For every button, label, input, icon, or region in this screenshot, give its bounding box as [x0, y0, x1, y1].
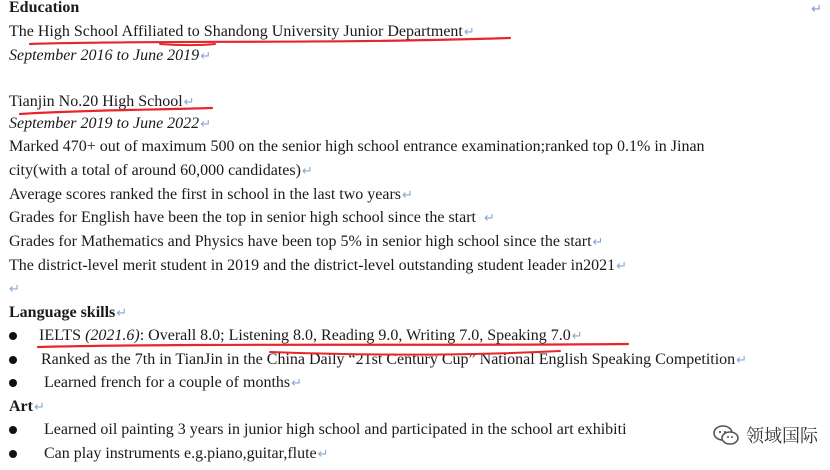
paragraph-mark-icon: ↵ [571, 329, 583, 344]
detail-line: Grades for Mathematics and Physics have been top 5% in senior high school since the start↵ [9, 233, 604, 250]
paragraph-mark-icon: ↵ [616, 259, 627, 274]
education-heading: Education [9, 0, 80, 16]
detail-line: Marked 470+ out of maximum 500 on the senior high school entrance examination;ranked top 0.1% in Jinan [9, 138, 705, 155]
language-heading: Language skills↵ [9, 304, 128, 321]
detail-line: Grades for English have been the top in senior high school since the start ↵ [9, 209, 495, 226]
date-1: September 2016 to June 2019↵ [9, 47, 212, 64]
paragraph-mark-icon: ↵ [484, 211, 495, 226]
paragraph-mark-icon: ↵ [301, 164, 313, 179]
detail-line: The district-level merit student in 2019 and the district-level outstanding student leader in2021↵ [9, 257, 627, 274]
wechat-icon [712, 424, 740, 446]
paragraph-mark-icon: ↵ [736, 353, 748, 368]
watermark-text: 领域国际 [746, 426, 818, 447]
paragraph-mark-icon: ↵ [183, 95, 195, 110]
paragraph-mark-icon: ↵ [291, 376, 303, 391]
underline-annotation [160, 44, 215, 45]
date-2: September 2019 to June 2022↵ [9, 115, 212, 132]
paragraph-mark-icon: ↵ [317, 447, 329, 462]
bullet-icon [9, 356, 17, 364]
detail-line: city(with a total of around 60,000 candidates)↵ [9, 162, 313, 179]
bullet-icon [9, 332, 17, 340]
paragraph-mark-icon: ↵ [592, 235, 604, 250]
return-arrow-icon: ↵ [811, 2, 822, 17]
bullet-icon [9, 450, 17, 458]
art-heading: Art↵ [9, 398, 45, 415]
paragraph-mark-icon: ↵ [9, 282, 20, 297]
bullet-icon [9, 426, 17, 434]
paragraph-mark-icon: ↵ [200, 49, 212, 64]
school-2: Tianjin No.20 High School↵ [9, 93, 195, 110]
paragraph-mark-icon: ↵ [200, 117, 212, 132]
school-1: The High School Affiliated to Shandong University Junior Department↵ [9, 23, 475, 40]
paragraph-mark-icon: ↵ [116, 306, 128, 321]
paragraph-mark-icon: ↵ [402, 188, 413, 203]
paragraph-mark-icon: ↵ [463, 25, 475, 40]
empty-paragraph [9, 279, 20, 300]
watermark [712, 422, 818, 448]
detail-line: Average scores ranked the first in school in the last two years↵ [9, 186, 413, 203]
paragraph-mark-icon: ↵ [33, 400, 45, 415]
bullet-icon [9, 379, 17, 387]
